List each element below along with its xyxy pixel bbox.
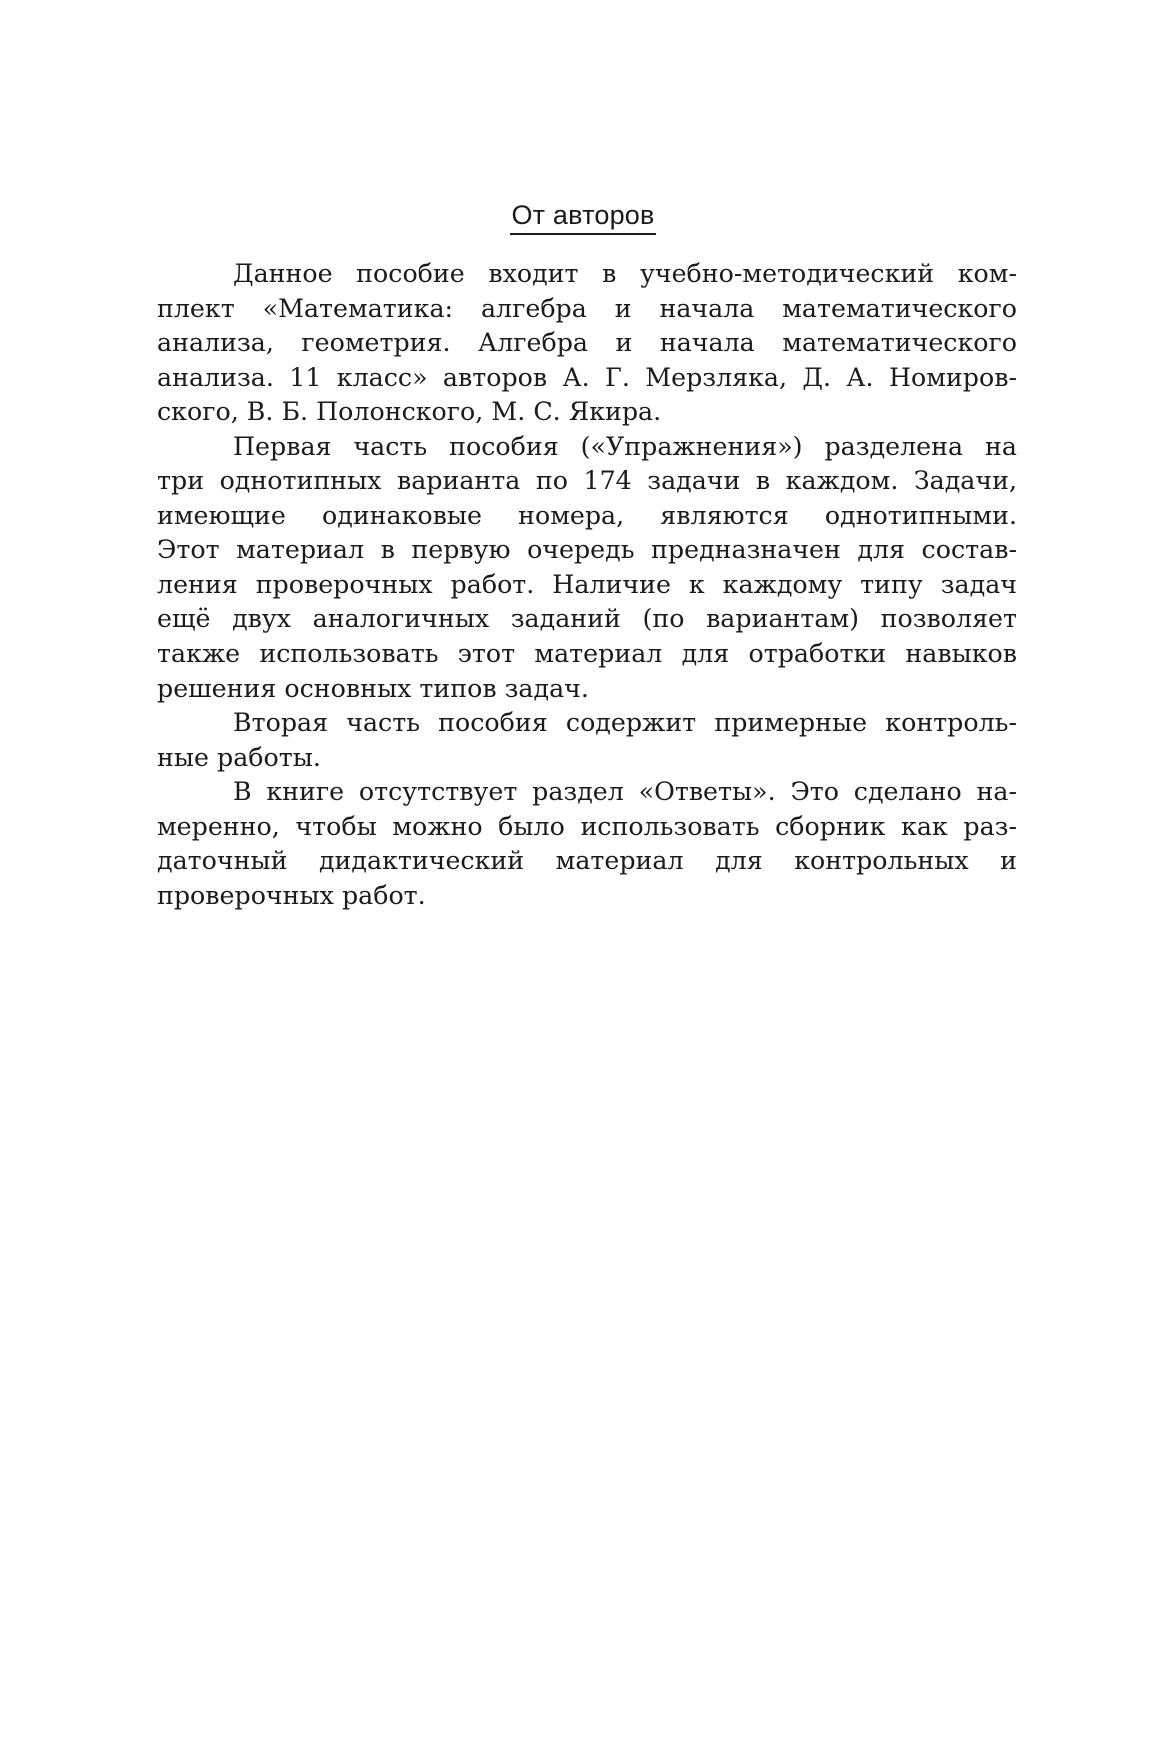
body-text bbox=[157, 257, 1017, 913]
paragraph-2 bbox=[157, 430, 1017, 706]
text-line: даточный дидактический материал для контрольных и bbox=[157, 846, 1017, 876]
text-line: анализа, геометрия. Алгебра и начала математического bbox=[157, 328, 1017, 358]
text-line: Первая часть пособия («Упражнения») разделена на bbox=[233, 431, 1017, 461]
text-line: решения основных типов задач. bbox=[157, 673, 589, 703]
page-heading-text: От авторов bbox=[510, 198, 655, 235]
text-line: анализа. 11 класс» авторов А. Г. Мерзляка, Д. А. Номиров- bbox=[157, 362, 1017, 392]
text-line: плект «Математика: алгебра и начала математического bbox=[157, 293, 1017, 323]
page-heading bbox=[0, 197, 1166, 235]
text-line: В книге отсутствует раздел «Ответы». Это сделано на- bbox=[233, 777, 1017, 807]
text-line: ского, В. Б. Полонского, М. С. Якира. bbox=[157, 397, 662, 427]
text-line: ные работы. bbox=[157, 742, 321, 772]
text-line: меренно, чтобы можно было использовать сборник как раз- bbox=[157, 811, 1017, 841]
text-line: три однотипных варианта по 174 задачи в каждом. Задачи, bbox=[157, 466, 1017, 496]
paragraph-4 bbox=[157, 775, 1017, 913]
text-line: ления проверочных работ. Наличие к каждому типу задач bbox=[157, 569, 1017, 599]
paragraph-3 bbox=[157, 706, 1017, 775]
paragraph-1 bbox=[157, 257, 1017, 430]
text-line: Данное пособие входит в учебно-методический ком- bbox=[233, 259, 1017, 288]
text-line: Вторая часть пособия содержит примерные контроль- bbox=[233, 708, 1017, 738]
text-line: Этот материал в первую очередь предназначен для состав- bbox=[157, 535, 1017, 565]
text-line: имеющие одинаковые номера, являются однотипными. bbox=[157, 500, 1017, 530]
text-line: ещё двух аналогичных заданий (по вариантам) позволяет bbox=[157, 604, 1017, 634]
text-line: также использовать этот материал для отработки навыков bbox=[157, 639, 1017, 669]
text-line: проверочных работ. bbox=[157, 880, 426, 910]
